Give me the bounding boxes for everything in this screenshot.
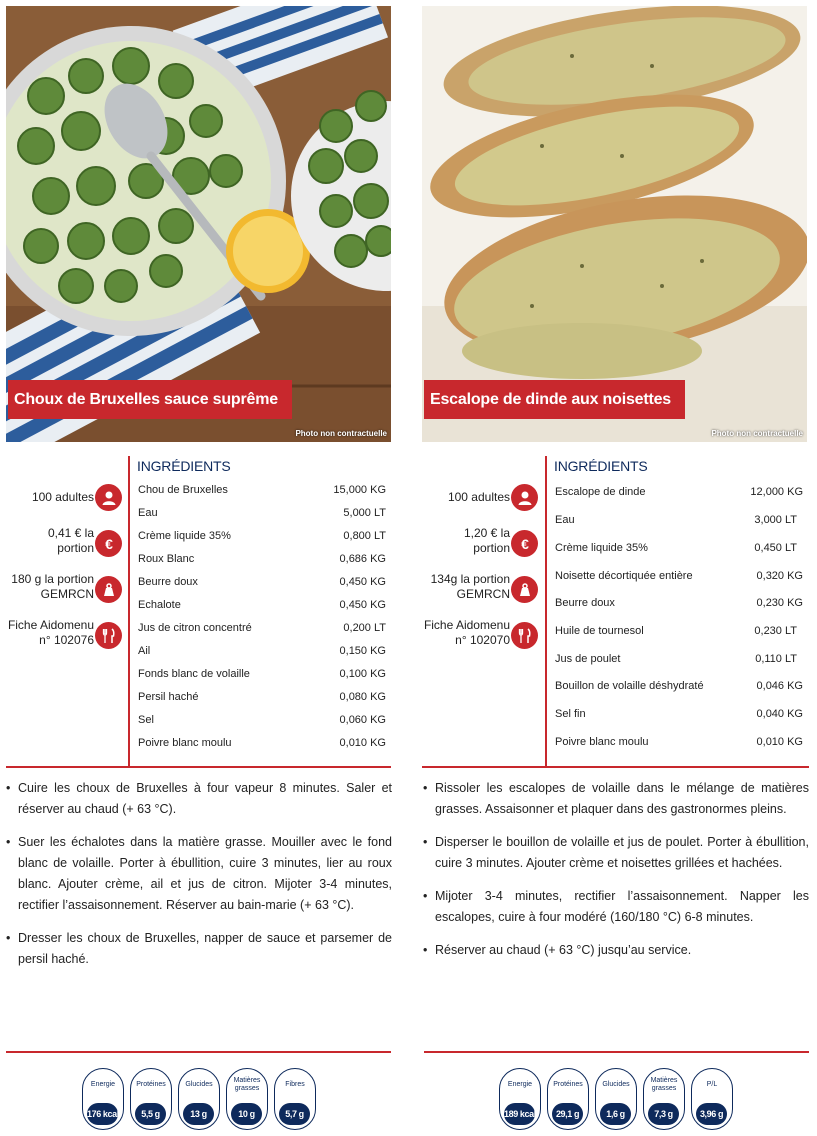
ingredient-qty: 0,110 LT <box>755 653 797 665</box>
photo-disclaimer: Photo non contractuelle <box>711 429 803 438</box>
ingredient-qty: 5,000 LT <box>343 507 386 519</box>
euro-icon <box>95 530 122 557</box>
ingredient-name: Crème liquide 35% <box>138 530 231 542</box>
portion-line-2: GEMRCN <box>40 587 94 601</box>
price-info <box>6 526 124 572</box>
section-divider <box>6 766 391 768</box>
step-item: • Cuire les choux de Bruxelles à four vapeur 8 minutes. Saler et réserver au chaud (+ 63 °C). <box>6 778 392 820</box>
ingredient-qty: 0,150 KG <box>339 645 386 657</box>
ingredient-qty: 0,080 KG <box>339 691 386 703</box>
price-line-1: 1,20 € la <box>463 526 510 540</box>
ingredient-name: Ail <box>138 645 151 657</box>
fiche-info <box>422 618 540 664</box>
servings-info <box>6 480 124 526</box>
price-text <box>464 526 510 556</box>
person-icon <box>511 484 538 511</box>
ingredient-row <box>555 653 803 669</box>
ingredient-row <box>138 576 386 592</box>
fiche-text <box>8 618 94 648</box>
price-line-1: 0,41 € la <box>47 526 94 540</box>
ingredient-name: Eau <box>555 514 575 526</box>
svg-text:€: € <box>104 535 113 552</box>
ingredient-name: Sel fin <box>555 708 586 720</box>
nutrition-label: P/L <box>706 1081 718 1088</box>
servings-info <box>422 480 540 526</box>
ingredient-qty: 0,450 LT <box>754 542 797 554</box>
nutrition-label: Matières grasses <box>233 1077 261 1092</box>
recipe-photo <box>6 6 391 442</box>
ingredient-name: Huile de tournesol <box>555 625 644 637</box>
ingredient-row <box>555 708 803 724</box>
nutrition-value: 29,1 g <box>552 1103 583 1125</box>
nutrition-label: Protéines <box>553 1081 583 1088</box>
nutrition-label: Energie <box>90 1081 116 1088</box>
brussels-sprouts-photo <box>6 6 391 442</box>
ingredient-qty: 0,320 KG <box>756 570 803 582</box>
ingredient-name: Eau <box>138 507 158 519</box>
ingredient-row <box>138 553 386 569</box>
ingredient-name: Sel <box>138 714 154 726</box>
ingredient-row <box>138 737 386 753</box>
nutrition-value: 189 kcal <box>504 1103 535 1125</box>
fiche-text <box>424 618 510 648</box>
nutrition-badge <box>274 1068 316 1130</box>
nutrition-panel <box>82 1068 316 1130</box>
ingredient-qty: 0,450 KG <box>339 576 386 588</box>
recipe-title: Choux de Bruxelles sauce suprême <box>8 380 292 419</box>
ingredients-heading: INGRÉDIENTS <box>137 458 231 474</box>
ingredient-name: Crème liquide 35% <box>555 542 648 554</box>
photo-disclaimer: Photo non contractuelle <box>295 429 387 438</box>
nutrition-badge <box>691 1068 733 1130</box>
price-line-2: portion <box>57 541 94 555</box>
fiche-line-2: n° 102076 <box>39 633 94 647</box>
weight-icon <box>95 576 122 603</box>
step-item: • Dresser les choux de Bruxelles, napper de sauce et parsemer de persil haché. <box>6 928 392 970</box>
ingredient-qty: 0,450 KG <box>339 599 386 611</box>
nutrition-badge <box>226 1068 268 1130</box>
ingredient-name: Jus de citron concentré <box>138 622 252 634</box>
ingredient-row <box>138 668 386 684</box>
nutrition-value: 13 g <box>183 1103 214 1125</box>
ingredient-row <box>138 507 386 523</box>
nutrition-value: 176 kcal <box>87 1103 118 1125</box>
portion-line-1: 180 g la portion <box>11 572 94 586</box>
ingredient-qty: 0,046 KG <box>756 680 803 692</box>
nutrition-badge <box>547 1068 589 1130</box>
ingredient-row <box>555 680 803 696</box>
cutlery-icon <box>511 622 538 649</box>
fiche-info <box>6 618 124 664</box>
nutrition-badge <box>82 1068 124 1130</box>
cutlery-icon <box>95 622 122 649</box>
step-item: • Mijoter 3-4 minutes, rectifier l’assaisonnement. Napper les escalopes, cuire à four modéré (160/180 °C) 6-8 minutes. <box>423 886 809 928</box>
nutrition-label: Protéines <box>136 1081 166 1088</box>
ingredient-row <box>138 599 386 615</box>
ingredient-row <box>555 625 803 641</box>
person-icon <box>95 484 122 511</box>
nutrition-label: Matières grasses <box>650 1077 678 1092</box>
recipe-info <box>6 480 124 664</box>
ingredient-row <box>138 645 386 661</box>
ingredient-row <box>138 691 386 707</box>
ingredient-row <box>555 486 803 502</box>
nutrition-badge <box>178 1068 220 1130</box>
ingredients-heading: INGRÉDIENTS <box>554 458 648 474</box>
step-item: • Réserver au chaud (+ 63 °C) jusqu’au service. <box>423 940 809 961</box>
nutrition-value: 10 g <box>231 1103 262 1125</box>
ingredient-qty: 0,686 KG <box>339 553 386 565</box>
nutrition-badge <box>130 1068 172 1130</box>
ingredient-name: Echalote <box>138 599 181 611</box>
euro-icon <box>511 530 538 557</box>
ingredient-qty: 0,230 LT <box>754 625 797 637</box>
fiche-line-2: n° 102070 <box>455 633 510 647</box>
step-item: • Rissoler les escalopes de volaille dans le mélange de matières grasses. Assaisonner et plaquer dans des gastronormes pleins. <box>423 778 809 820</box>
portion-info <box>6 572 124 618</box>
recipe-card-choux <box>6 0 394 1136</box>
nutrition-value: 5,5 g <box>135 1103 166 1125</box>
nutrition-label: Fibres <box>285 1081 305 1088</box>
ingredient-qty: 0,010 KG <box>339 737 386 749</box>
recipe-info <box>422 480 540 664</box>
ingredient-row <box>555 570 803 586</box>
ingredient-qty: 0,200 LT <box>343 622 386 634</box>
ingredient-name: Poivre blanc moulu <box>138 737 232 749</box>
recipe-card-escalope <box>422 0 810 1136</box>
ingredient-name: Roux Blanc <box>138 553 195 565</box>
portion-line-1: 134g la portion <box>430 572 510 586</box>
ingredients-divider <box>128 456 130 766</box>
ingredient-row <box>555 514 803 530</box>
svg-text:€: € <box>520 535 529 552</box>
nutrition-label: Energie <box>507 1081 533 1088</box>
ingredient-row <box>555 736 803 752</box>
ingredient-name: Escalope de dinde <box>555 486 646 498</box>
ingredient-qty: 0,040 KG <box>756 708 803 720</box>
ingredient-name: Fonds blanc de volaille <box>138 668 250 680</box>
section-divider <box>422 766 809 768</box>
step-item: • Disperser le bouillon de volaille et jus de poulet. Porter à ébullition, cuire 3 minutes. Ajouter crème et noisettes grillées et hachées. <box>423 832 809 874</box>
nutrition-badge <box>499 1068 541 1130</box>
ingredient-qty: 3,000 LT <box>754 514 797 526</box>
nutrition-badge <box>595 1068 637 1130</box>
ingredient-qty: 0,010 KG <box>756 736 803 748</box>
ingredients-divider <box>545 456 547 766</box>
nutrition-value: 5,7 g <box>279 1103 310 1125</box>
recipe-title: Escalope de dinde aux noisettes <box>424 380 685 419</box>
ingredient-row <box>138 622 386 638</box>
ingredient-row <box>555 542 803 558</box>
servings-text: 100 adultes <box>447 490 510 504</box>
ingredient-qty: 0,100 KG <box>339 668 386 680</box>
portion-text <box>11 572 94 602</box>
ingredient-row <box>138 530 386 546</box>
fiche-line-1: Fiche Aidomenu <box>7 618 94 632</box>
nutrition-label: Glucides <box>602 1081 630 1088</box>
recipe-photo <box>422 6 807 442</box>
price-info <box>422 526 540 572</box>
ingredient-name: Chou de Bruxelles <box>138 484 228 496</box>
ingredient-row <box>138 714 386 730</box>
nutrition-value: 3,96 g <box>696 1103 727 1125</box>
ingredient-name: Beurre doux <box>555 597 615 609</box>
recipe-steps <box>423 778 809 973</box>
ingredient-qty: 0,800 LT <box>343 530 386 542</box>
nutrition-badge <box>643 1068 685 1130</box>
portion-text <box>431 572 510 602</box>
ingredient-qty: 0,230 KG <box>756 597 803 609</box>
ingredient-qty: 15,000 KG <box>333 484 386 496</box>
ingredient-name: Poivre blanc moulu <box>555 736 649 748</box>
servings-text: 100 adultes <box>31 490 94 504</box>
nutrition-value: 1,6 g <box>600 1103 631 1125</box>
ingredient-name: Bouillon de volaille déshydraté <box>555 680 704 692</box>
portion-info <box>422 572 540 618</box>
weight-icon <box>511 576 538 603</box>
ingredient-row <box>555 597 803 613</box>
ingredient-name: Noisette décortiquée entière <box>555 570 693 582</box>
step-item: • Suer les échalotes dans la matière grasse. Mouiller avec le fond blanc de volaille. Porter à ébullition, cuire 3 minutes, lier au roux blanc. Ajouter crème, ail et jus de citron. Mijoter 3-4 minutes, rectifier l’assaisonnement. Réserver au bain-marie (+ 63 °C). <box>6 832 392 916</box>
nutrition-label: Glucides <box>185 1081 213 1088</box>
ingredient-name: Jus de poulet <box>555 653 621 665</box>
nutrition-panel <box>499 1068 733 1130</box>
footer-divider <box>424 1051 809 1053</box>
fiche-line-1: Fiche Aidomenu <box>423 618 510 632</box>
ingredient-qty: 12,000 KG <box>750 486 803 498</box>
nutrition-value: 7,3 g <box>648 1103 679 1125</box>
turkey-escalope-photo <box>422 6 807 442</box>
price-line-2: portion <box>473 541 510 555</box>
ingredient-name: Persil haché <box>138 691 199 703</box>
footer-divider <box>6 1051 391 1053</box>
portion-line-2: GEMRCN <box>456 587 510 601</box>
ingredient-name: Beurre doux <box>138 576 198 588</box>
ingredient-qty: 0,060 KG <box>339 714 386 726</box>
price-text <box>48 526 94 556</box>
recipe-steps <box>6 778 392 982</box>
ingredient-row <box>138 484 386 500</box>
